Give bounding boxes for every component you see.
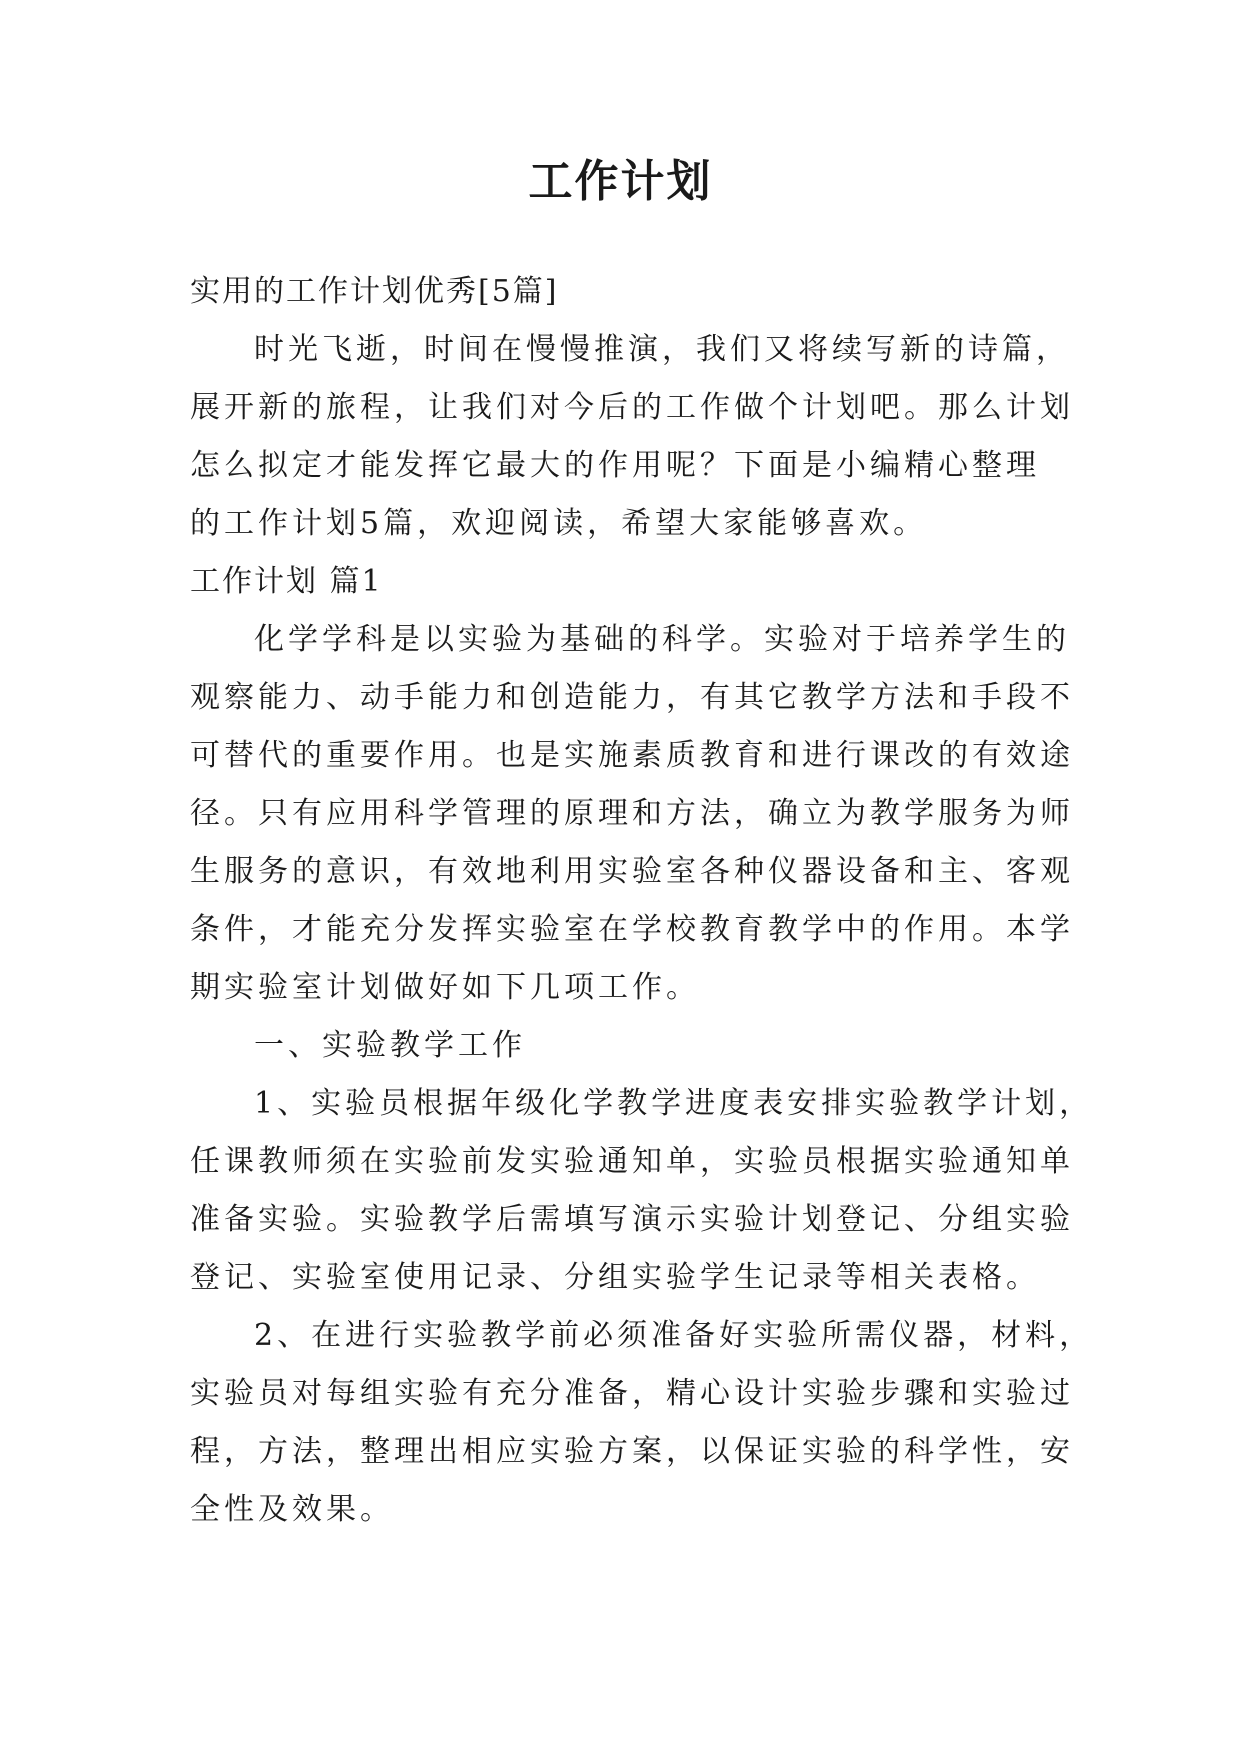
paragraph-line: 展开新的旅程，让我们对今后的工作做个计划吧。那么计划 — [190, 390, 1074, 425]
paragraph-line: 观察能力、动手能力和创造能力，有其它教学方法和手段不 — [190, 680, 1074, 715]
paragraph-line: 怎么拟定才能发挥它最大的作用呢？下面是小编精心整理 — [190, 448, 1040, 483]
paragraph-line: 期实验室计划做好如下几项工作。 — [190, 970, 700, 1005]
paragraph-line: 程，方法，整理出相应实验方案，以保证实验的科学性，安 — [190, 1434, 1074, 1469]
paragraph-line: 1、实验员根据年级化学教学进度表安排实验教学计划， — [254, 1086, 1094, 1121]
document-title: 工作计划 — [528, 156, 713, 207]
paragraph-line: 全性及效果。 — [190, 1492, 394, 1527]
paragraph-line: 径。只有应用科学管理的原理和方法，确立为教学服务为师 — [190, 796, 1074, 831]
paragraph-line: 时光飞逝，时间在慢慢推演，我们又将续写新的诗篇， — [254, 332, 1070, 367]
paragraph-line: 登记、实验室使用记录、分组实验学生记录等相关表格。 — [190, 1260, 1040, 1295]
paragraph-line: 任课教师须在实验前发实验通知单，实验员根据实验通知单 — [190, 1144, 1074, 1179]
section-heading: 工作计划 篇1 — [190, 564, 383, 599]
paragraph-line: 准备实验。实验教学后需填写演示实验计划登记、分组实验 — [190, 1202, 1074, 1237]
paragraph-line: 条件，才能充分发挥实验室在学校教育教学中的作用。本学 — [190, 912, 1074, 947]
paragraph-line: 可替代的重要作用。也是实施素质教育和进行课改的有效途 — [190, 738, 1074, 773]
paragraph-line: 化学学科是以实验为基础的科学。实验对于培养学生的 — [254, 622, 1070, 657]
paragraph-line: 一、实验教学工作 — [254, 1028, 526, 1063]
paragraph-line: 2、在进行实验教学前必须准备好实验所需仪器，材料， — [254, 1318, 1094, 1353]
document-body — [190, 263, 1094, 1539]
paragraph-line: 生服务的意识，有效地利用实验室各种仪器设备和主、客观 — [190, 854, 1074, 889]
paragraph-line: 实验员对每组实验有充分准备，精心设计实验步骤和实验过 — [190, 1376, 1074, 1411]
section-heading: 实用的工作计划优秀[5篇] — [190, 274, 559, 309]
paragraph-line: 的工作计划5篇，欢迎阅读，希望大家能够喜欢。 — [190, 506, 928, 541]
